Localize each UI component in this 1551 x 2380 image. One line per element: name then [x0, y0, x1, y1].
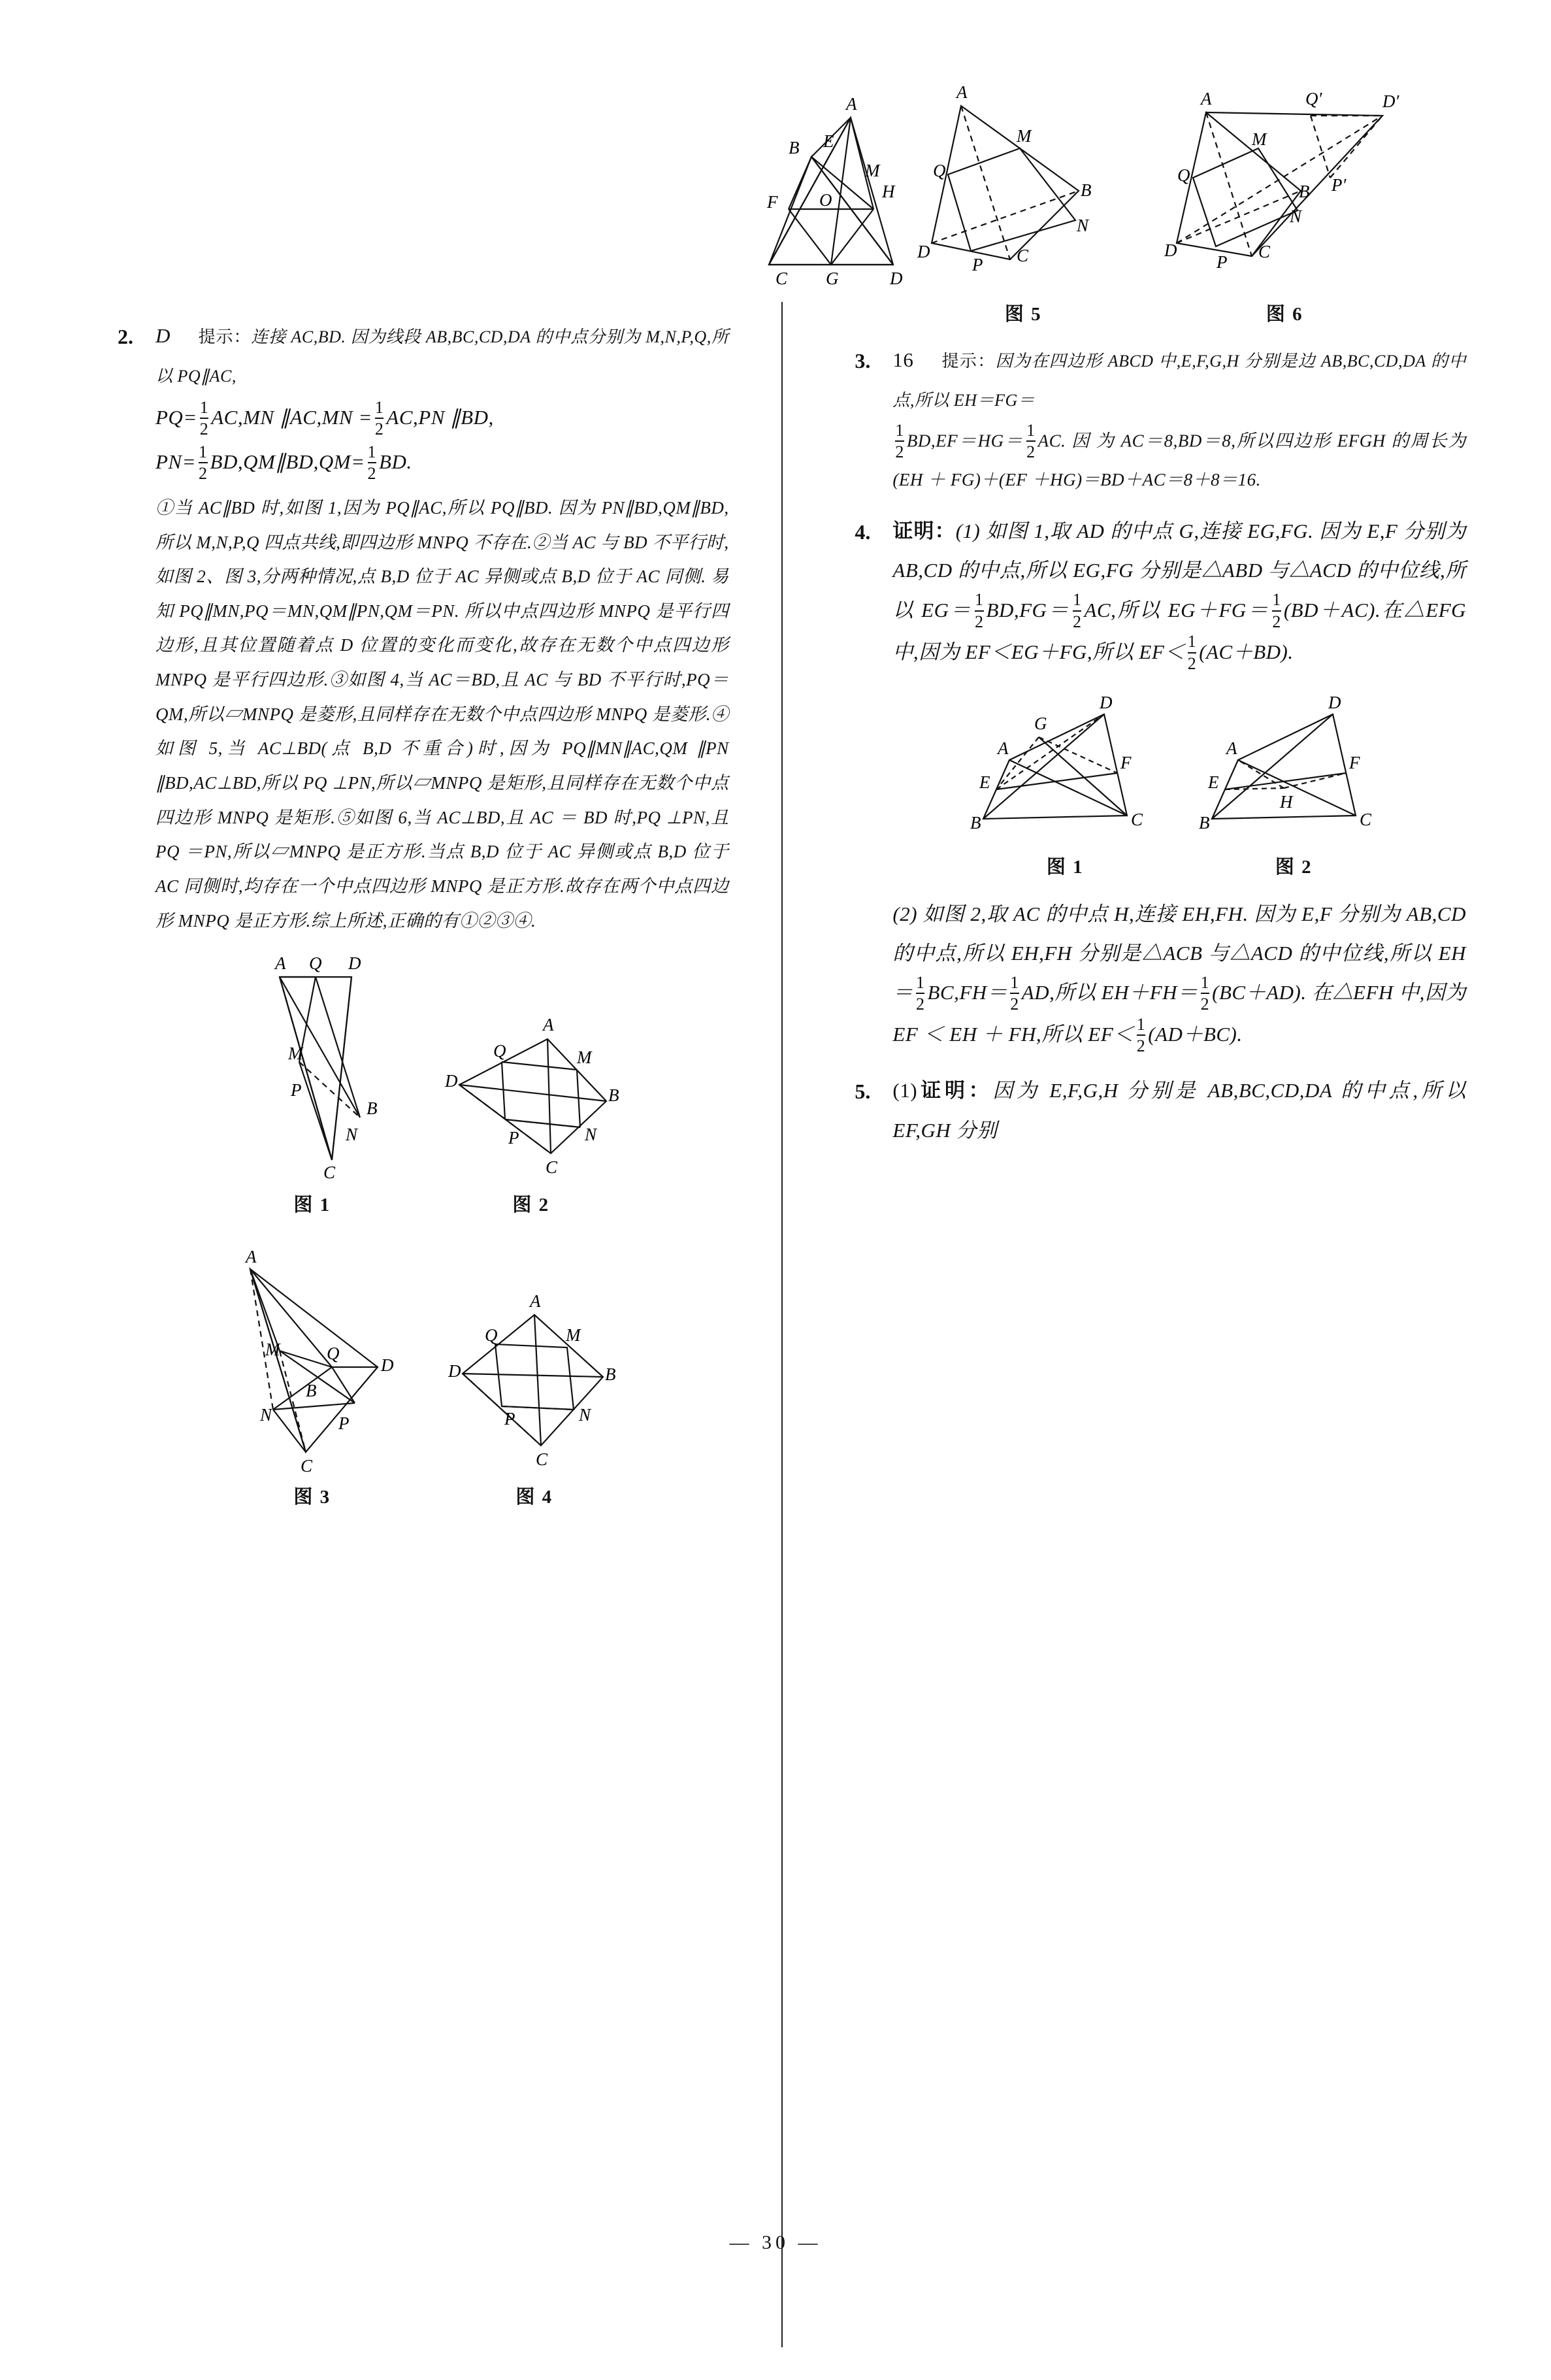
item-5-bold: 证明： — [917, 1079, 993, 1102]
svg-text:C: C — [1360, 809, 1372, 829]
figure-label-A: A — [846, 94, 857, 114]
svg-text:Q: Q — [326, 1344, 340, 1364]
item-5-text-2: 因为 E,F,G,H 分别是 AB,BC,CD,DA 的中点,所以 EF,GH 分别 — [892, 1079, 1466, 1142]
left-column — [118, 302, 768, 2380]
right-figure-row-1 — [855, 80, 1466, 326]
svg-text:A: A — [1226, 738, 1237, 758]
svg-text:F: F — [1120, 752, 1132, 772]
item-5-label: 5. — [855, 1080, 871, 1104]
item-2-pq-2: AC,MN ∥AC,MN = — [211, 405, 372, 429]
figure-1-caption: 图 1 — [293, 1195, 331, 1216]
svg-text:A: A — [998, 738, 1009, 758]
figure-label-E: E — [823, 131, 834, 151]
item-4-bold: 证明： — [892, 519, 956, 542]
svg-text:C: C — [1258, 242, 1271, 261]
item-2-pn-1: PN= — [155, 450, 197, 473]
figure-label-F: F — [767, 192, 778, 212]
figure-label-O: O — [819, 190, 832, 210]
item-5-text-1: (1) — [892, 1079, 918, 1102]
svg-text:N: N — [584, 1125, 596, 1145]
svg-text:P′: P′ — [1331, 175, 1347, 195]
svg-text:P: P — [338, 1413, 350, 1434]
svg-text:E: E — [979, 772, 990, 792]
svg-text:A: A — [529, 1291, 541, 1312]
item-4-text-8: AD,所以 EH＋FH＝ — [1021, 981, 1198, 1004]
figure-label-G: G — [826, 269, 839, 288]
right-column — [796, 82, 1467, 2380]
column-divider — [781, 302, 783, 2347]
item-3-answer: 16 — [892, 348, 914, 371]
svg-text:M: M — [565, 1325, 581, 1346]
figure-5-box — [912, 80, 1134, 326]
figure-3-caption: 图 3 — [293, 1487, 331, 1508]
right-figure-2-box — [1192, 691, 1395, 879]
item-2 — [118, 316, 729, 938]
svg-text:N: N — [1077, 216, 1089, 235]
svg-text:M: M — [576, 1048, 592, 1068]
item-4-text-10: (AD＋BC). — [1148, 1023, 1243, 1046]
fraction-one-half: $\frac{1}{2}$ — [975, 590, 984, 631]
item-2-hint-text: 连接 AC,BD. 因为线段 AB,BC,CD,DA 的中点分别为 M,N,P,Q,所以 PQ∥AC, — [155, 327, 729, 386]
right-figure-2-caption: 图 2 — [1275, 856, 1313, 878]
figure-3-box — [214, 1243, 410, 1509]
svg-text:D: D — [448, 1361, 461, 1381]
fraction-one-half: $\frac{1}{2}$ — [1136, 1015, 1146, 1056]
item-3-text-3: AC. 因 为 AC＝8,BD＝8,所以四边形 EFGH 的周长为(EH ＋ FG)＋(EF ＋HG)＝BD＋AC＝8＋8＝16. — [892, 431, 1466, 490]
svg-text:D: D — [1100, 692, 1113, 712]
fraction-one-half: $\frac{1}{2}$ — [1200, 973, 1210, 1014]
item-4-text-2: BD,FG＝ — [986, 598, 1070, 621]
fraction-one-half: $\frac{1}{2}$ — [1072, 590, 1082, 631]
figure-5-caption: 图 5 — [1004, 304, 1042, 325]
fraction-one-half: $\frac{1}{2}$ — [199, 397, 209, 438]
right-figure-row-2 — [892, 691, 1466, 879]
svg-text:M: M — [287, 1044, 303, 1064]
svg-text:H: H — [1280, 791, 1293, 812]
svg-text:Q: Q — [493, 1041, 506, 1061]
item-2-label: 2. — [118, 325, 133, 348]
item-3-text-1: 因为在四边形 ABCD 中,E,F,G,H 分别是边 AB,BC,CD,DA 的中点,所以 EH＝FG＝ — [892, 352, 1466, 410]
svg-text:C: C — [1017, 246, 1029, 265]
item-4-text-7: BC,FH＝ — [927, 981, 1008, 1004]
item-3-text-2: BD,EF＝HG＝ — [906, 431, 1024, 451]
item-4-text-1: (1) 如图 1,取 AD 的中点 G,连接 EG,FG. 因为 E,F 分别为 AB,CD 的中点,所以 EG,FG 分别是△ABD 与△ACD 的中位线,所以 EG＝ — [892, 519, 1467, 621]
fraction-one-half: $\frac{1}{2}$ — [1272, 590, 1281, 631]
svg-text:P: P — [290, 1080, 302, 1100]
figure-label-H: H — [882, 182, 895, 201]
item-4 — [855, 512, 1466, 1057]
item-2-hint-label: 提示： — [198, 327, 252, 346]
svg-text:N: N — [578, 1405, 591, 1425]
svg-text:M: M — [1017, 126, 1032, 146]
svg-text:A: A — [274, 953, 286, 974]
svg-text:D′: D′ — [1382, 91, 1399, 111]
svg-text:D: D — [917, 242, 930, 261]
svg-text:Q: Q — [484, 1325, 498, 1346]
svg-text:M: M — [265, 1340, 280, 1360]
svg-text:P: P — [504, 1409, 515, 1429]
item-4-text-3: AC,所以 EG＋FG＝ — [1084, 598, 1270, 621]
figure-2-box — [433, 944, 629, 1217]
item-4-text-5: (AC＋BD). — [1199, 640, 1294, 663]
figure-6-caption: 图 6 — [1265, 304, 1303, 325]
svg-text:P: P — [972, 255, 983, 274]
item-3-hint-label: 提示： — [941, 352, 996, 371]
svg-text:Q: Q — [933, 161, 946, 180]
item-2-pn-3: BD. — [379, 450, 412, 473]
svg-text:C: C — [1131, 809, 1143, 829]
svg-text:D: D — [1328, 692, 1341, 712]
item-2-body: ①当 AC∥BD 时,如图 1,因为 PQ∥AC,所以 PQ∥BD. 因为 PN∥BD,QM∥BD,所以 M,N,P,Q 四点共线,即四边形 MNPQ 不存在.②当 AC 与 BD 不平行时,如图 2、图 3,分两种情况,点 B,D 位于 AC 异侧或点 B,D 位于 AC 同侧. 易知 PQ∥MN,PQ＝MN,QM∥PN,QM＝PN. 所以中点四边形 MNPQ 是平行四边形,且其位置随着点 D 位置的变化而变化,故存在无数个中点四边形 MNPQ 是平行四边形.③如图 4,当 AC＝BD,且 AC 与 BD 不平行时,PQ＝QM,所以▱MNPQ 是菱形,且同样存在无数个中点四边形 MNPQ 是菱形.④如图 5,当 AC⊥BD(点 B,D 不重合)时,因为 PQ∥MN∥AC,QM ∥PN ∥BD,AC⊥BD,所以 PQ ⊥PN,所以▱MNPQ 是矩形,且同样存在无数个中点四边形 MNPQ 是矩形.⑤如图 6,当 AC⊥BD,且 AC ＝ BD 时,PQ ⊥PN,且 PQ ＝PN,所以▱MNPQ 是正方形.当点 B,D 位于 AC 异侧或点 B,D 位于 AC 同侧时,均存在一个中点四边形 MNPQ 是正方形.故存在两个中点四边形 MNPQ 是正方形.综上所述,正确的有①②③④. — [155, 497, 729, 931]
item-4-label: 4. — [855, 520, 871, 544]
figure-label-B: B — [789, 138, 800, 157]
svg-text:B: B — [1199, 812, 1210, 833]
item-2-pq-1: PQ= — [155, 405, 197, 429]
item-2-pq-3: AC,PN ∥BD, — [386, 405, 494, 429]
item-3-label: 3. — [855, 349, 871, 372]
svg-text:N: N — [345, 1125, 357, 1145]
svg-text:D: D — [348, 953, 361, 974]
fraction-one-half: $\frac{1}{2}$ — [1010, 973, 1019, 1014]
left-figure-row-2 — [118, 1243, 729, 1509]
svg-text:N: N — [1290, 207, 1302, 226]
svg-text:Q′: Q′ — [1305, 89, 1322, 108]
fraction-one-half: $\frac{1}{2}$ — [1026, 420, 1036, 461]
figure-4-caption: 图 4 — [515, 1487, 553, 1508]
svg-text:D: D — [380, 1355, 394, 1376]
fraction-one-half: $\frac{1}{2}$ — [374, 397, 384, 438]
svg-text:C: C — [323, 1163, 335, 1183]
svg-text:B: B — [604, 1364, 616, 1385]
svg-text:Q: Q — [308, 953, 322, 974]
figure-1-box — [218, 944, 407, 1217]
svg-text:A: A — [542, 1015, 554, 1035]
svg-text:P: P — [1216, 252, 1228, 272]
svg-text:D: D — [1164, 240, 1177, 260]
svg-text:C: C — [300, 1456, 312, 1476]
figure-label-M: M — [865, 161, 880, 180]
svg-text:B: B — [1299, 182, 1310, 201]
item-4-text-4: (BD＋AC).在△EFG 中,因为 EF＜EG＋FG,所以 EF＜ — [892, 598, 1467, 663]
item-3 — [855, 340, 1466, 497]
fraction-one-half: $\frac{1}{2}$ — [199, 442, 208, 483]
figure-label-D: D — [890, 269, 903, 288]
item-4-text-6: (2) 如图 2,取 AC 的中点 H,连接 EH,FH. 因为 E,F 分别为 AB,CD 的中点,所以 EH,FH 分别是△ACB 与△ACD 的中位线,所以 EH＝ — [892, 902, 1466, 1004]
fraction-one-half: $\frac{1}{2}$ — [895, 420, 904, 461]
page-number: — 30 — — [729, 2232, 822, 2253]
svg-text:D: D — [444, 1071, 458, 1091]
svg-text:M: M — [1252, 129, 1267, 149]
svg-text:C: C — [545, 1157, 557, 1178]
fraction-one-half: $\frac{1}{2}$ — [367, 442, 377, 483]
svg-text:A: A — [245, 1247, 257, 1267]
svg-text:F: F — [1349, 752, 1360, 772]
right-figure-1-box — [964, 691, 1166, 879]
figure-2-caption: 图 2 — [512, 1195, 550, 1216]
svg-text:P: P — [508, 1128, 519, 1148]
svg-text:E: E — [1208, 772, 1219, 792]
svg-text:B: B — [608, 1085, 619, 1106]
figure-6-box — [1160, 80, 1409, 326]
svg-text:A: A — [956, 82, 968, 102]
item-2-answer: D — [155, 324, 171, 347]
left-figure-row-1 — [118, 944, 729, 1217]
svg-text:A: A — [1201, 89, 1212, 108]
svg-text:B: B — [970, 812, 981, 833]
item-2-pn-2: BD,QM∥BD,QM= — [210, 450, 365, 473]
item-4-text-9: (BC＋AD). 在△EFH 中,因为 EF ＜ EH ＋ FH,所以 EF＜ — [892, 981, 1466, 1046]
figure-4-box — [436, 1243, 632, 1509]
svg-text:C: C — [535, 1449, 547, 1470]
figure-label-C: C — [776, 269, 788, 288]
item-5 — [855, 1071, 1466, 1150]
svg-text:B: B — [366, 1099, 378, 1119]
svg-text:N: N — [259, 1405, 272, 1425]
fraction-one-half: $\frac{1}{2}$ — [915, 973, 925, 1014]
svg-text:B: B — [1081, 180, 1092, 200]
fraction-one-half: $\frac{1}{2}$ — [1187, 632, 1197, 673]
svg-text:B: B — [305, 1381, 317, 1401]
right-figure-1-caption: 图 1 — [1046, 856, 1084, 878]
svg-text:Q: Q — [1177, 165, 1190, 185]
svg-text:G: G — [1034, 713, 1047, 733]
